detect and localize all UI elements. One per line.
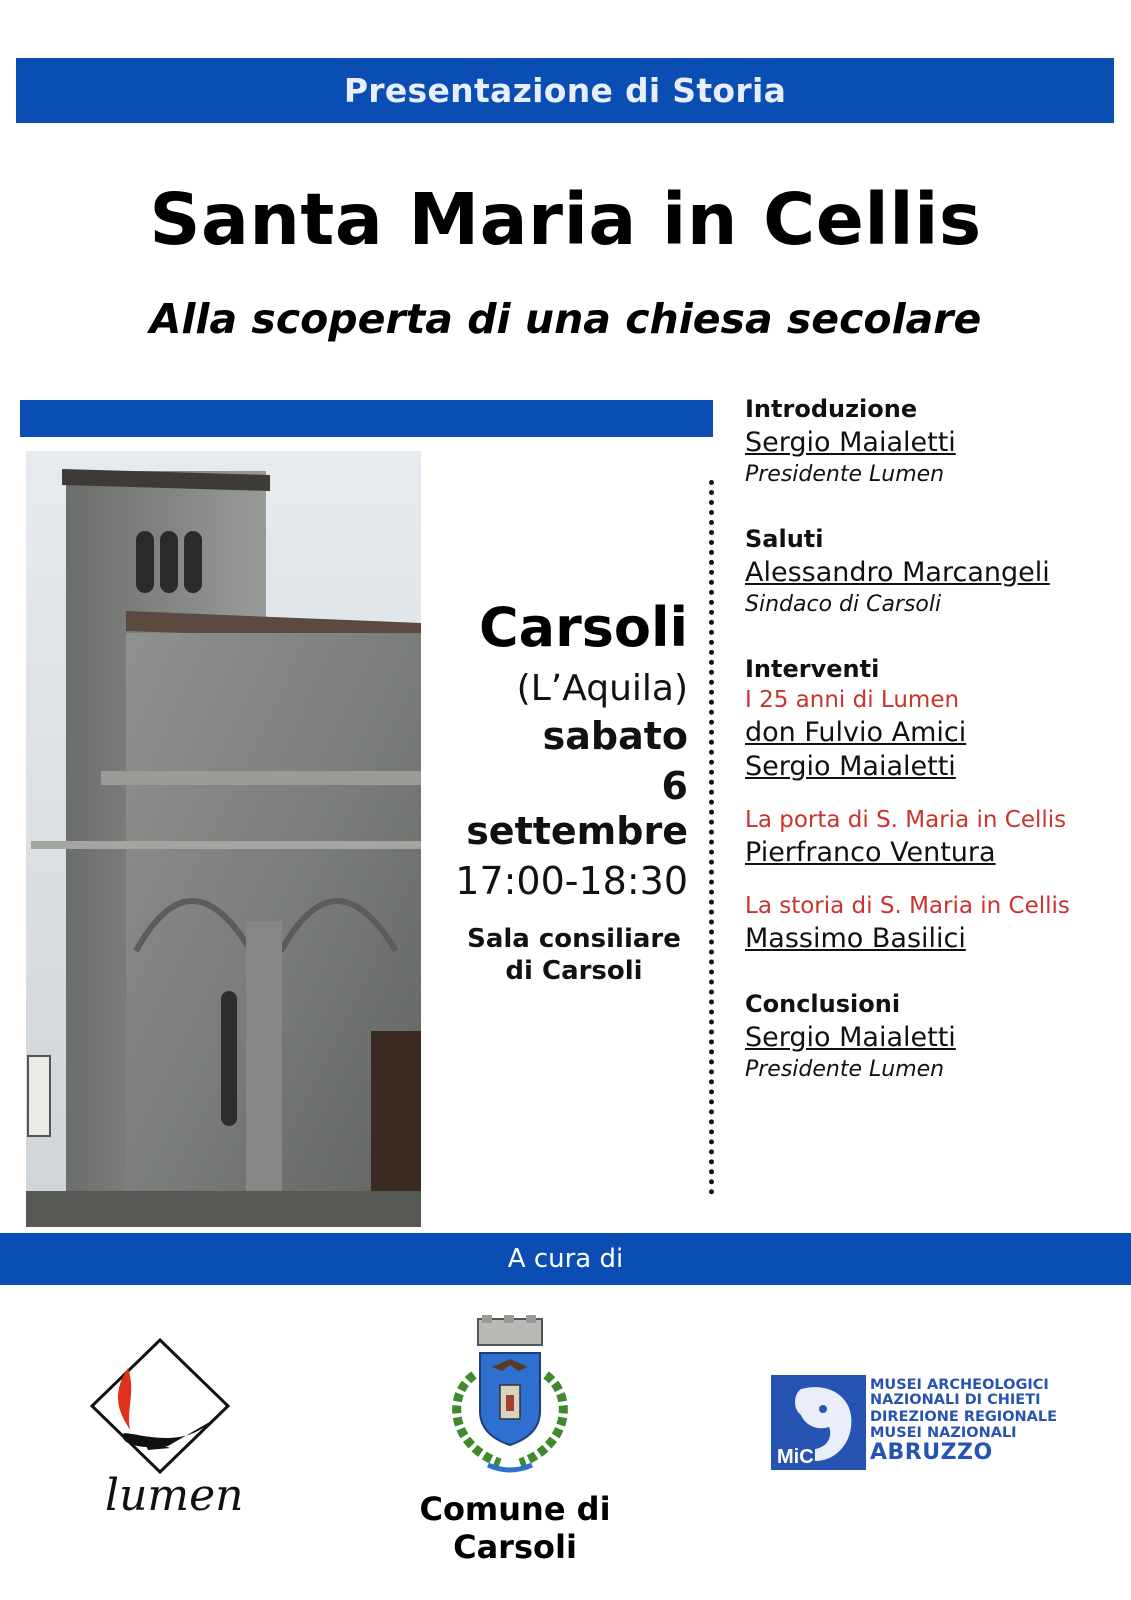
lumen-wordmark: lumen <box>105 1470 244 1521</box>
greetings-person: Alessandro Marcangeli <box>745 557 1050 588</box>
conclusions-heading: Conclusioni <box>745 990 901 1018</box>
intro-heading: Introduzione <box>745 395 918 423</box>
conclusions-person: Sergio Maialetti <box>745 1022 956 1053</box>
event-province: (L’Aquila) <box>516 667 688 709</box>
museum-line4: MUSEI NAZIONALI <box>870 1424 1017 1441</box>
mic-text: MiC <box>777 1446 814 1468</box>
talk-title: La storia di S. Maria in Cellis <box>745 893 1070 919</box>
museum-line1: MUSEI ARCHEOLOGICI <box>870 1377 1049 1393</box>
event-venue <box>430 924 688 986</box>
comune-crest <box>440 1315 580 1485</box>
accent-bar <box>20 400 713 437</box>
talk-speaker: don Fulvio Amici <box>745 717 967 748</box>
intro-person: Sergio Maialetti <box>745 427 956 458</box>
conclusions-role: Presidente Lumen <box>745 1057 945 1082</box>
program-intro <box>745 395 1125 487</box>
page-title: Santa Maria in Cellis <box>149 178 982 261</box>
dotted-divider <box>709 480 714 1195</box>
museum-line3: DIREZIONE REGIONALE <box>870 1409 1058 1426</box>
greetings-heading: Saluti <box>745 525 824 553</box>
event-venue-line1: Sala consiliare <box>467 924 681 955</box>
event-venue-line2: di Carsoli <box>505 955 643 986</box>
talk-speaker: Massimo Basilici <box>745 923 966 954</box>
header-band <box>16 58 1114 123</box>
church-photo <box>26 451 421 1227</box>
program-conclusions <box>745 990 1125 1082</box>
footer-band-text: A cura di <box>507 1244 624 1274</box>
comune-name: Comune di Carsoli <box>419 1490 611 1566</box>
talk-speaker: Pierfranco Ventura <box>745 837 996 868</box>
greetings-role: Sindaco di Carsoli <box>745 592 942 617</box>
museum-line5: ABRUZZO <box>870 1439 993 1465</box>
mic-logo <box>771 1375 866 1470</box>
program-talks <box>745 655 1125 954</box>
museum-line2: NAZIONALI DI CHIETI <box>870 1392 1041 1409</box>
page-subtitle: Alla scoperta di una chiesa secolare <box>149 295 982 343</box>
intro-role: Presidente Lumen <box>745 462 945 487</box>
event-date: 6 settembre <box>466 763 688 854</box>
header-band-text: Presentazione di Storia <box>343 71 787 110</box>
talk-title: I 25 anni di Lumen <box>745 687 960 713</box>
event-info <box>430 596 688 987</box>
museum-text <box>870 1378 1115 1464</box>
event-city: Carsoli <box>479 596 688 659</box>
event-time: 17:00-18:30 <box>455 858 688 903</box>
talk-title: La porta di S. Maria in Cellis <box>745 807 1067 833</box>
talks-heading: Interventi <box>745 655 880 683</box>
talk-speaker: Sergio Maialetti <box>745 751 956 782</box>
event-day: sabato <box>542 713 688 758</box>
footer-band <box>0 1233 1131 1285</box>
program-greetings <box>745 525 1125 617</box>
program <box>745 395 1125 1102</box>
